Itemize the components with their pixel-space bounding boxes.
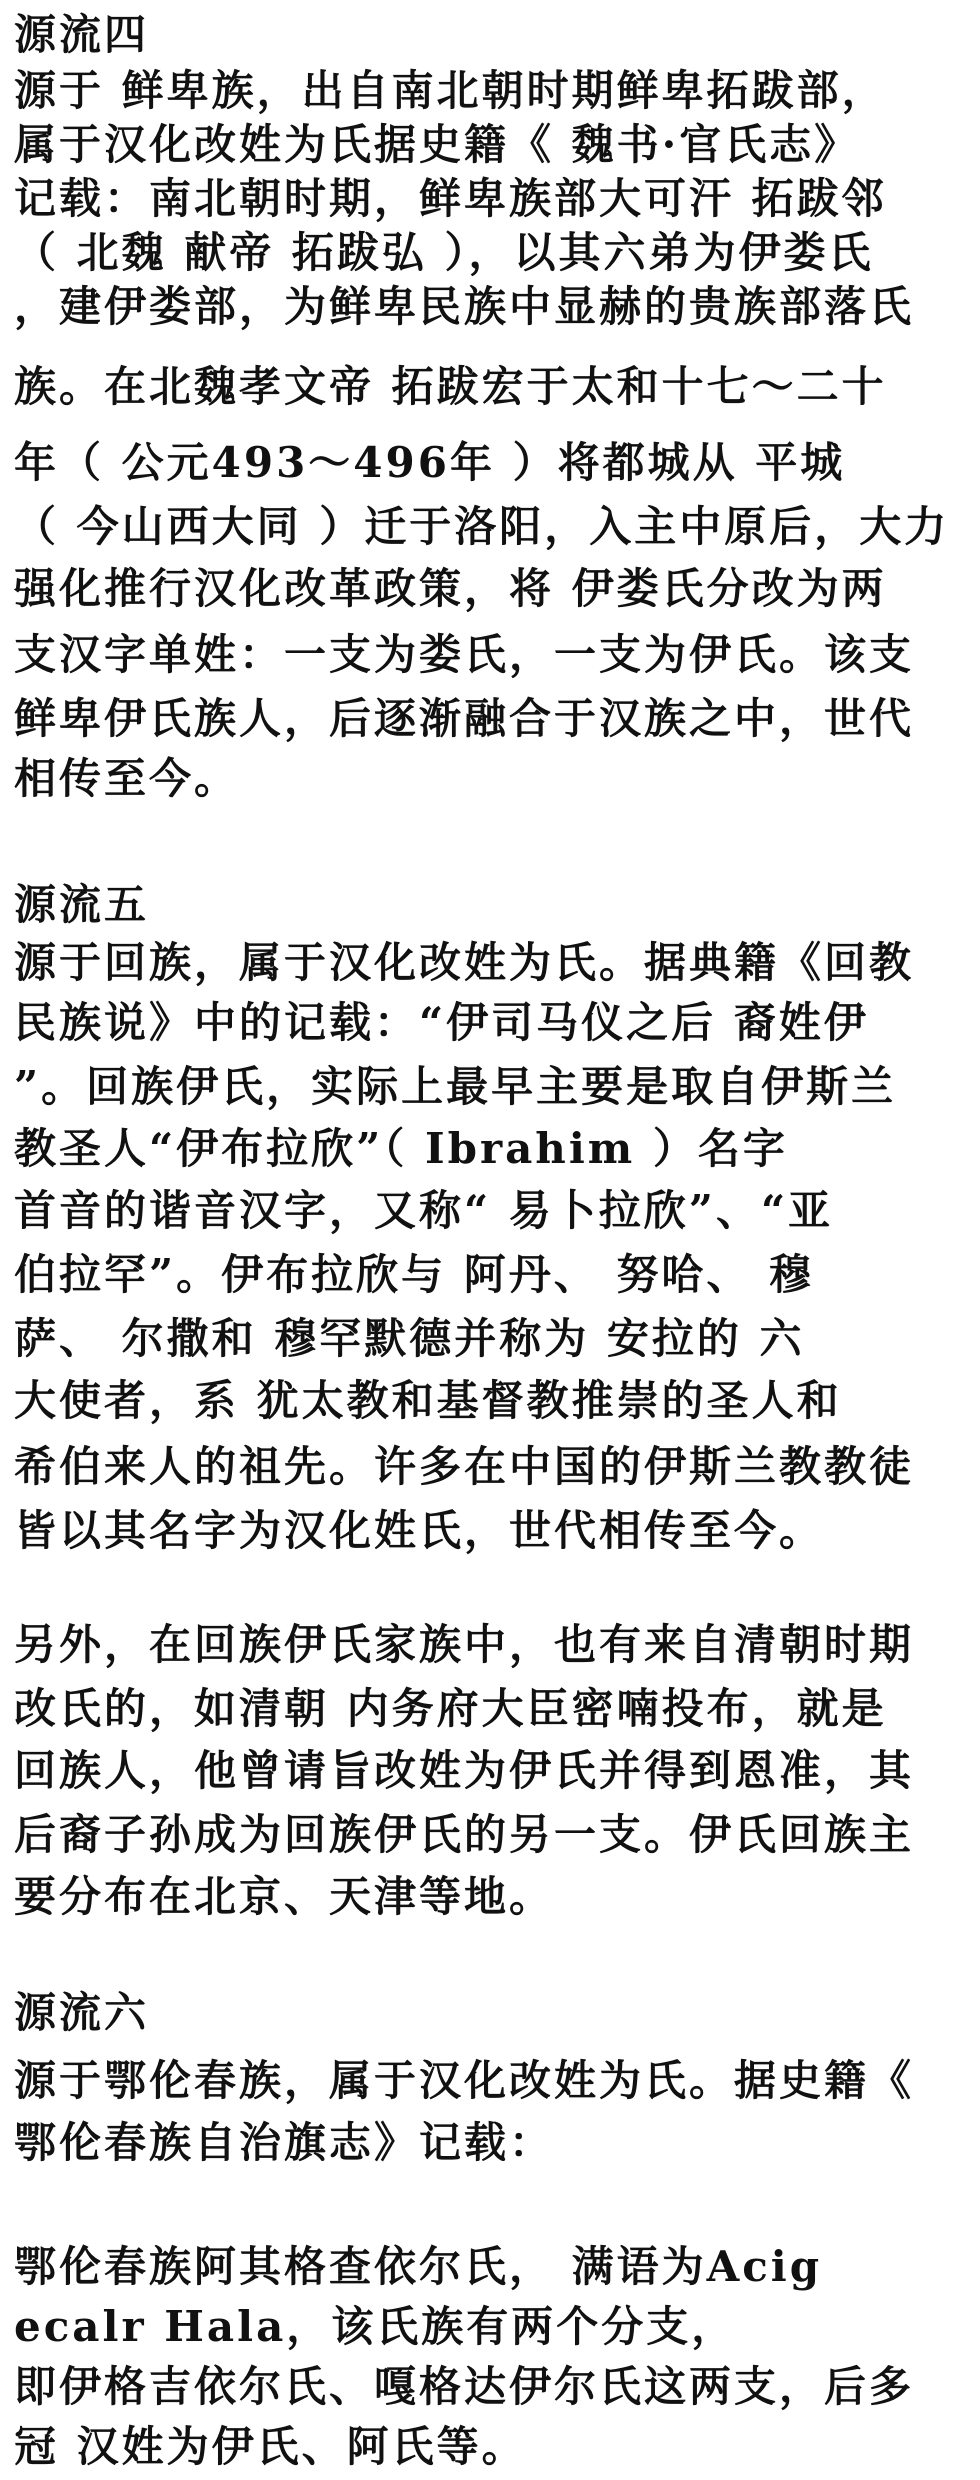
text-line: 记载：南北朝时期，鲜卑族部大可汗 拓跋邻 <box>14 174 887 223</box>
text-line: 相传至今。 <box>14 754 240 803</box>
text-line: 首音的谐音汉字，又称“ 易卜拉欣”、“亚 <box>14 1186 834 1235</box>
text-line: 属于汉化改姓为氏据史籍《 魏书·官氏志》 <box>14 120 860 169</box>
text-line: 萨、 尔撒和 穆罕默德并称为 安拉的 六 <box>14 1314 805 1363</box>
text-line: 大使者，系 犹太教和基督教推崇的圣人和 <box>14 1376 842 1425</box>
text-line: 即伊格吉依尔氏、嘎格达伊尔氏这两支，后多 <box>14 2362 915 2411</box>
section-heading: 源流四 <box>14 10 150 59</box>
text-line: 后裔子孙成为回族伊氏的另一支。伊氏回族主 <box>14 1810 915 1859</box>
text-line: ”。回族伊氏，实际上最早主要是取自伊斯兰 <box>14 1062 897 1111</box>
text-line: 要分布在北京、天津等地。 <box>14 1872 555 1921</box>
text-line: 鲜卑伊氏族人，后逐渐融合于汉族之中，世代 <box>14 694 915 743</box>
text-line: ecalr Hala，该氏族有两个分支， <box>14 2302 737 2351</box>
text-line: 源于 鲜卑族，出自南北朝时期鲜卑拓跋部， <box>14 66 887 115</box>
text-line: 鄂伦春族自治旗志》记载： <box>14 2118 555 2167</box>
text-line: （ 今山西大同 ）迁于洛阳，入主中原后，大力 <box>14 502 950 551</box>
text-line: 另外，在回族伊氏家族中，也有来自清朝时期 <box>14 1620 915 1669</box>
text-line: 源于回族，属于汉化改姓为氏。据典籍《回教 <box>14 938 915 987</box>
text-line: 回族人，他曾请旨改姓为伊氏并得到恩准，其 <box>14 1746 915 1795</box>
text-line: 改氏的，如清朝 内务府大臣密喃投布，就是 <box>14 1684 887 1733</box>
section-heading: 源流五 <box>14 880 150 929</box>
text-line: 源于鄂伦春族，属于汉化改姓为氏。据史籍《 <box>14 2056 915 2105</box>
text-line: 冠 汉姓为伊氏、阿氏等。 <box>14 2422 527 2471</box>
text-line: 希伯来人的祖先。许多在中国的伊斯兰教教徒 <box>14 1442 915 1491</box>
text-line: 族。在北魏孝文帝 拓跋宏于太和十七～二十 <box>14 362 887 411</box>
text-line: 伯拉罕”。伊布拉欣与 阿丹、 努哈、 穆 <box>14 1250 815 1299</box>
text-line: 鄂伦春族阿其格查依尔氏， 满语为Acig <box>14 2242 823 2291</box>
text-line: 教圣人“伊布拉欣”（ Ibrahim ）名字 <box>14 1124 788 1173</box>
text-line: ，建伊娄部，为鲜卑民族中显赫的贵族部落氏 <box>14 282 915 331</box>
section-heading: 源流六 <box>14 1988 150 2037</box>
text-line: 民族说》中的记载：“伊司马仪之后 裔姓伊 <box>14 998 869 1047</box>
text-line: 强化推行汉化改革政策，将 伊娄氏分改为两 <box>14 564 887 613</box>
text-line: 皆以其名字为汉化姓氏，世代相传至今。 <box>14 1506 825 1555</box>
text-line: 支汉字单姓：一支为娄氏，一支为伊氏。该支 <box>14 630 915 679</box>
text-line: （ 北魏 献帝 拓跋弘 ），以其六弟为伊娄氏 <box>14 228 874 277</box>
text-line: 年（ 公元493～496年 ）将都城从 平城 <box>14 438 846 487</box>
